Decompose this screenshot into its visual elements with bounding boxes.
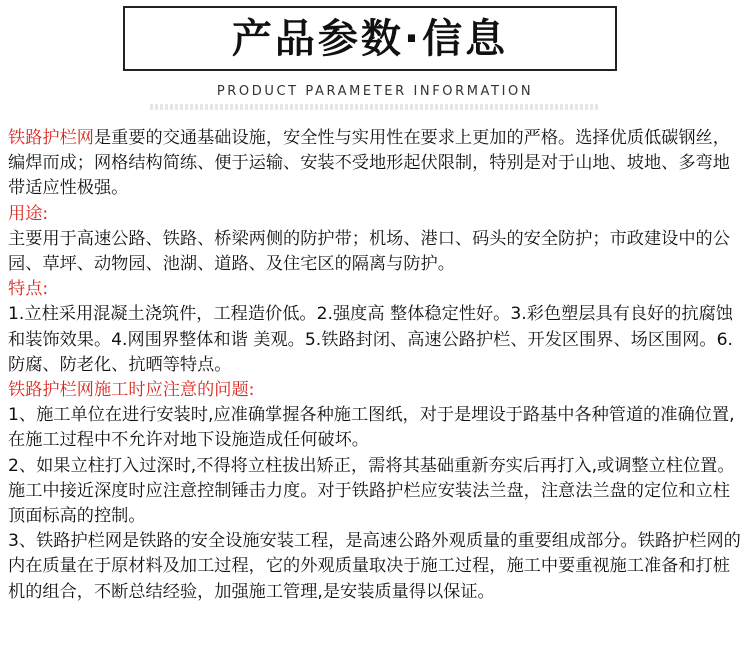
- usage-text: 主要用于高速公路、铁路、桥梁两侧的防护带；机场、港口、码头的安全防护；市政建设中的公园、草坪、动物园、池湖、道路、及住宅区的隔离与防护。: [8, 228, 730, 275]
- usage-heading: 用途:: [8, 203, 49, 224]
- page-subtitle: PRODUCT PARAMETER INFORMATION: [216, 84, 534, 99]
- document-body: [8, 126, 744, 605]
- features-text: 1.立柱采用混凝土浇筑件，工程造价低。2.强度高 整体稳定性好。3.彩色塑层具有良好的抗腐蚀和装饰效果。4.网围界整体和谐 美观。5.铁路封闭、高速公路护栏、开发区围界、场区围网。6.防腐、防老化、抗晒等特点。: [8, 304, 733, 375]
- page-header: [0, 0, 750, 120]
- features-heading: 特点:: [8, 279, 49, 300]
- intro-paragraph: [8, 126, 744, 202]
- notes-item-3: 3、铁路护栏网是铁路的安全设施安装工程，是高速公路外观质量的重要组成部分。铁路护栏网的内在质量在于原材料及加工过程，它的外观质量取决于施工过程，施工中要重视施工准备和打桩机的组合，不断总结经验，加强施工管理,是安装质量得以保证。: [8, 531, 741, 602]
- notes-item-1: 1、施工单位在进行安装时,应准确掌握各种施工图纸，对于是埋设于路基中各种管道的准确位置,在施工过程中不允许对地下设施造成任何破坏。: [8, 405, 735, 451]
- notes-item-2: 2、如果立柱打入过深时,不得将立柱拔出矫正，需将其基础重新夯实后再打入,或调整立柱位置。施工中接近深度时应注意控制锤击力度。对于铁路护栏应安装法兰盘，注意法兰盘的定位和立柱顶面标高的控制。: [8, 455, 735, 527]
- notes-heading: 铁路护栏网施工时应注意的问题:: [8, 380, 255, 401]
- page-title: 产品参数·信息: [226, 19, 514, 59]
- intro-text: 是重要的交通基础设施，安全性与实用性在要求上更加的严格。选择优质低碳钢丝，编焊而成；网格结构简练、便于运输、安装不受地形起伏限制，特别是对于山地、坡地、多弯地带适应性极强。: [8, 128, 730, 199]
- title-frame: [123, 6, 617, 71]
- intro-highlight: 铁路护栏网: [8, 128, 94, 148]
- decorative-divider: [150, 104, 600, 110]
